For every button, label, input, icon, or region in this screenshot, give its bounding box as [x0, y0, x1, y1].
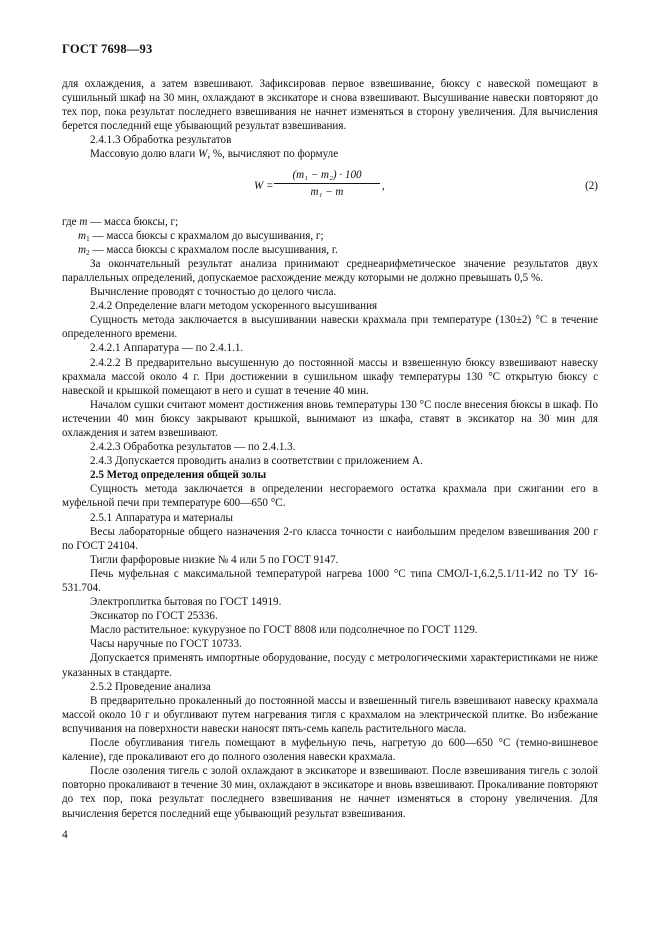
formula-fraction [274, 168, 380, 199]
formula [62, 168, 598, 206]
section-heading: 2.5 Метод определения общей золы [90, 469, 267, 482]
definition: $m_1$ — масса бюксы с крахмалом до высушивания, г; [78, 229, 324, 243]
subsection-heading: 2.4.1.3 Обработка результатов [90, 134, 232, 147]
paragraph: Масло растительное: кукурузное по ГОСТ 8808 или подсолнечное по ГОСТ 1129. [90, 624, 478, 637]
subsection-heading: 2.5.2 Проведение анализа [90, 680, 211, 693]
paragraph: Сущность метода заключается в высушивании навески крахмала при температуре (130±2) °С в течение определенного времени. [62, 314, 598, 341]
paragraph: Электроплитка бытовая по ГОСТ 14919. [90, 596, 282, 609]
document-body [62, 77, 598, 821]
paragraph: В предварительно прокаленный до постоянной массы и взвешенный тигель взвешивают навеску крахмала массой около 10 г и обугливают путем нагревания тигля с крахмалом на электрической плитке. Во избежание вспучивания на поверхности навески наносят пять-семь капель растительного масла. [62, 694, 598, 735]
paragraph: За окончательный результат анализа принимают среднеарифметическое значение результатов двух параллельных определений, допускаемое расхождение между которыми не должно превышать 0,5 %. [62, 257, 598, 284]
paragraph: 2.4.2.3 Обработка результатов — по 2.4.1.3. [90, 441, 296, 454]
formula-variable: W [198, 148, 208, 161]
paragraph: 2.4.3 Допускается проводить анализ в соответствии с приложением А. [90, 455, 423, 468]
paragraph: Массовую долю влаги W, %, вычисляют по формуле [90, 148, 339, 161]
paragraph: Сущность метода заключается в определении несгораемого остатка крахмала при сжигании его в муфельной печи при температуре 600—650 °С. [62, 483, 598, 510]
formula-comma: , [382, 179, 385, 192]
paragraph: Тигли фарфоровые низкие № 4 или 5 по ГОСТ 9147. [90, 553, 339, 566]
formula-number: (2) [585, 179, 598, 192]
paragraph: 2.4.2.1 Аппаратура — по 2.4.1.1. [90, 342, 244, 355]
paragraph: Часы наручные по ГОСТ 10733. [90, 638, 242, 651]
paragraph: Вычисление проводят с точностью до целого числа. [90, 286, 337, 299]
paragraph: Весы лабораторные общего назначения 2-го класса точности с наибольшим пределом взвешивания 200 г по ГОСТ 24104. [62, 525, 598, 552]
subsection-heading: 2.5.1 Аппаратура и материалы [90, 511, 234, 524]
paragraph: 2.4.2.2 В предварительно высушенную до постоянной массы и взвешенную бюксу взвешивают навеску крахмала массой около 4 г. При достижении в сушильном шкафу температуры 130 °С открытую бюксу с навеской и крышкой помещают в него и сушат в течение 40 мин. [62, 356, 598, 397]
paragraph: Допускается применять импортные оборудование, посуду с метрологическими характеристиками не ниже указанных в стандарте. [62, 652, 598, 679]
definition: $m_2$ — масса бюксы с крахмалом после высушивания, г. [78, 243, 338, 257]
formula-lhs: W = [254, 179, 274, 192]
paragraph: После озоления тигель с золой охлаждают в эксикаторе и взвешивают. После взвешивания тигель с золой повторно прокаливают в течение 30 мин, охлаждают в эксикаторе и вновь взвешивают. Прокаливание повторяют до тех пор, пока результат последнего взвешивания не начнет изменяться в сторону увеличения. Для вычисления берется последний еще убывающий результат взвешивания. [62, 765, 598, 820]
subsection-heading: 2.4.2 Определение влаги методом ускоренного высушивания [90, 300, 378, 313]
formula-denominator: m₁ − m [310, 185, 344, 198]
paragraph: для охлаждения, а затем взвешивают. Зафиксировав первое взвешивание, бюксу с навеской помещают в сушильный шкаф на 30 мин, охлаждают в эксикаторе и снова взвешивают. Высушивание навески повторяют до тех пор, пока результат последнего взвешивания не начнет изменяться в сторону увеличения. Для вычисления берется последний еще убывающий результат взвешивания. [62, 78, 598, 133]
paragraph: Началом сушки считают момент достижения вновь температуры 130 °С после внесения бюксы в шкаф. По истечении 40 мин бюксу закрывают крышкой, вынимают из шкафа, ставят в эксикатор на 30 мин для охлаждения и затем взвешивают. [62, 398, 598, 439]
paragraph: После обугливания тигель помещают в муфельную печь, нагретую до 600—650 °С (темно-вишневое каление), где прокаливают его до полного озоления навески крахмала. [62, 737, 598, 764]
page-number: 4 [62, 829, 68, 841]
paragraph: Печь муфельная с максимальной температурой нагрева 1000 °С типа СМОЛ-1,6.2,5.1/11-И2 по ТУ 16-531.704. [62, 567, 598, 594]
definition: где m — масса бюксы, г; [62, 215, 179, 228]
paragraph: Эксикатор по ГОСТ 25336. [90, 610, 218, 623]
formula-numerator: (m₁ − m₂) · 100 [274, 168, 380, 184]
page-header-title: ГОСТ 7698—93 [62, 42, 153, 56]
